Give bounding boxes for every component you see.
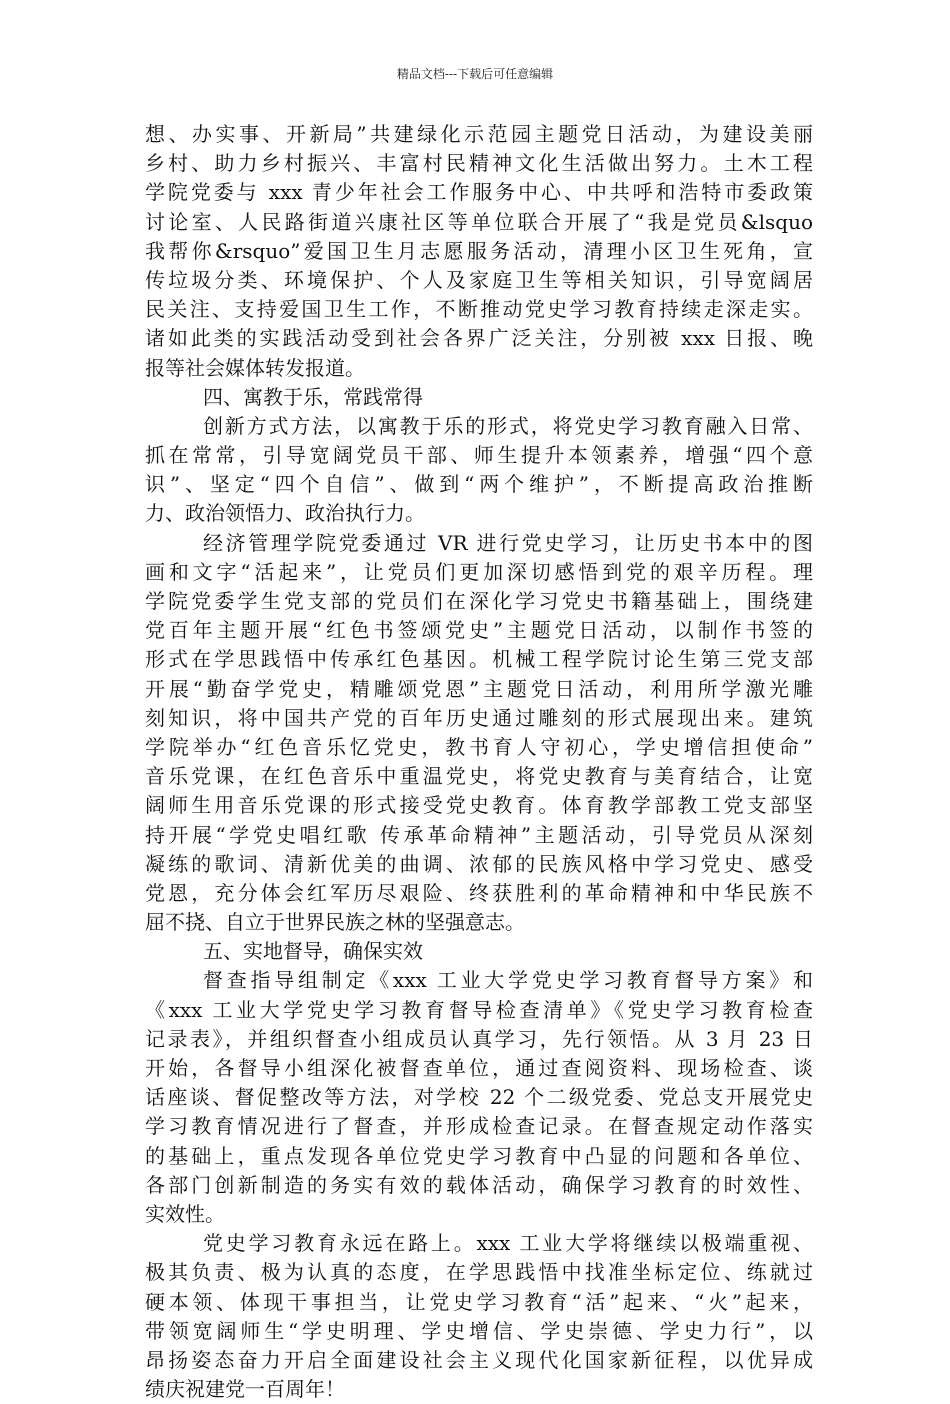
- text-line: 督查指导组制定《xxx 工业大学党史学习教育督导方案》和: [203, 968, 813, 993]
- text-line: 屈不挠、自立于世界民族之林的坚强意志。: [145, 910, 525, 935]
- text-line: 极其负责、极为认真的态度，在学思践悟中找准坐标定位、练就过: [145, 1260, 813, 1285]
- text-line: 党恩，充分体会红军历尽艰险、终获胜利的革命精神和中华民族不: [145, 880, 813, 905]
- text-line: 画和文字“活起来”，让党员们更加深切感悟到党的艰辛历程。理: [145, 559, 813, 584]
- text-line: 《xxx 工业大学党史学习教育督导检查清单》《党史学习教育检查: [145, 997, 813, 1022]
- section-heading: [145, 383, 813, 412]
- text-line: 刻知识，将中国共产党的百年历史通过雕刻的形式展现出来。建筑: [145, 705, 813, 730]
- text-line: 创新方式方法，以寓教于乐的形式，将党史学习教育融入日常、: [203, 413, 813, 438]
- text-line: 开始，各督导小组深化被督查单位，通过查阅资料、现场检查、谈: [145, 1056, 813, 1080]
- text-line: 乡村、助力乡村振兴、丰富村民精神文化生活做出努力。土木工程: [145, 151, 813, 176]
- text-line: 开展“勤奋学党史，精雕颂党恩”主题党日活动，利用所学激光雕: [145, 676, 813, 701]
- text-line: 学习教育情况进行了督查，并形成检查记录。在督查规定动作落实: [145, 1114, 813, 1139]
- text-line: 五、实地督导，确保实效: [203, 939, 423, 964]
- paragraph: [145, 120, 813, 383]
- paragraph: [145, 1229, 813, 1404]
- text-line: 昂扬姿态奋力开启全面建设社会主义现代化国家新征程，以优异成: [145, 1347, 813, 1372]
- text-line: 阔师生用音乐党课的形式接受党史教育。体育教学部教工党支部坚: [145, 793, 813, 818]
- text-line: 四、寓教于乐，常践常得: [203, 384, 423, 409]
- text-line: 带领宽阔师生“学史明理、学史增信、学史崇德、学史力行”，以: [145, 1318, 813, 1343]
- text-line: 报等社会媒体转发报道。: [145, 355, 365, 380]
- text-line: 诸如此类的实践活动受到社会各界广泛关注，分别被 xxx 日报、晚: [145, 326, 813, 351]
- paragraph: [145, 412, 813, 529]
- text-line: 抓在常常，引导宽阔党员干部、师生提升本领素养，增强“四个意: [145, 443, 813, 468]
- page-header: 精品文档---下载后可任意编辑: [396, 67, 554, 81]
- text-line: 音乐党课，在红色音乐中重温党史，将党史教育与美育结合，让宽: [145, 764, 813, 789]
- text-line: 力、政治领悟力、政治执行力。: [145, 501, 425, 526]
- text-line: 讨论室、人民路街道兴康社区等单位联合开展了“我是党员&lsquo: [145, 209, 813, 234]
- text-line: 学院党委学生党支部的党员们在深化学习党史书籍基础上，围绕建: [145, 589, 813, 613]
- text-line: 识”、坚定“四个自信”、做到“两个维护”，不断提高政治推断: [145, 472, 813, 497]
- text-line: 党百年主题开展“红色书签颂党史”主题党日活动，以制作书签的: [145, 618, 813, 643]
- paragraph: [145, 966, 813, 1229]
- text-line: 想、办实事、开新局”共建绿化示范园主题党日活动，为建设美丽: [145, 122, 813, 146]
- text-line: 经济管理学院党委通过 VR 进行党史学习，让历史书本中的图: [203, 530, 813, 555]
- text-line: 硬本领、体现干事担当，让党史学习教育“活”起来、“火”起来，: [145, 1289, 813, 1314]
- text-line: 绩庆祝建党一百周年！: [145, 1377, 345, 1402]
- text-line: 学院举办“红色音乐忆党史，教书育人守初心，学史增信担使命”: [145, 734, 813, 759]
- text-line: 传垃圾分类、环境保护、个人及家庭卫生等相关知识，引导宽阔居: [145, 267, 813, 292]
- paragraph: [145, 529, 813, 938]
- text-line: 实效性。: [145, 1201, 225, 1226]
- text-line: 各部门创新制造的务实有效的载体活动，确保学习教育的时效性、: [145, 1172, 813, 1197]
- text-line: 形式在学思践悟中传承红色基因。机械工程学院讨论生第三党支部: [145, 647, 813, 672]
- text-line: 我帮你&rsquo”爱国卫生月志愿服务活动，清理小区卫生死角，宣: [145, 238, 813, 263]
- text-line: 学院党委与 xxx 青少年社会工作服务中心、中共呼和浩特市委政策: [145, 180, 813, 205]
- text-line: 的基础上，重点发现各单位党史学习教育中凸显的问题和各单位、: [145, 1143, 813, 1168]
- section-heading: [145, 937, 813, 966]
- document-body: [145, 120, 813, 1404]
- text-line: 民关注、支持爱国卫生工作，不断推动党史学习教育持续走深走实。: [145, 297, 813, 322]
- text-line: 凝练的歌词、清新优美的曲调、浓郁的民族风格中学习党史、感受: [145, 851, 813, 876]
- text-line: 持开展“学党史唱红歌 传承革命精神”主题活动，引导党员从深刻: [145, 822, 813, 847]
- text-line: 记录表》，并组织督查小组成员认真学习，先行领悟。从 3 月 23 日: [145, 1026, 813, 1051]
- text-line: 话座谈、督促整改等方法，对学校 22 个二级党委、党总支开展党史: [145, 1085, 813, 1110]
- text-line: 党史学习教育永远在路上。xxx 工业大学将继续以极端重视、: [203, 1231, 813, 1256]
